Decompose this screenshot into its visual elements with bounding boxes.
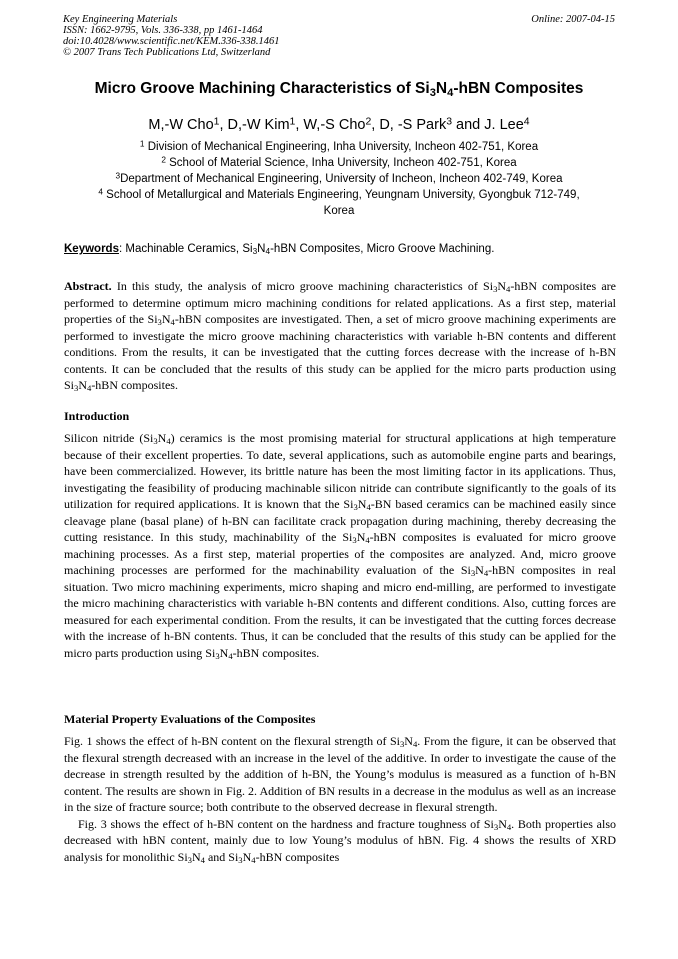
- journal-header: [63, 14, 280, 58]
- affiliations: [60, 139, 618, 219]
- copyright-line: © 2007 Trans Tech Publications Ltd, Switzerland: [63, 47, 271, 58]
- affiliation-1: $^1$ Division of Mechanical Engineering, Inha University, Incheon 402-751, Korea: [139, 139, 539, 153]
- affiliation-4-cont: Korea: [323, 205, 355, 217]
- paper-title: Micro Groove Machining Characteristics of $Si_3N_4$-hBN Composites: [94, 80, 584, 99]
- author: D, -S Park: [379, 117, 447, 133]
- issn-line: ISSN: 1662-9795, Vols. 336-338, pp 1461-1464: [63, 25, 263, 36]
- author: W,-S Cho: [303, 117, 366, 133]
- author: and J. Lee: [456, 117, 524, 133]
- author: D,-W Kim: [227, 117, 290, 133]
- material-body: Fig. 1 shows the effect of h-BN content on the flexural strength of $Si_3N_4$. From the figure, it can be observed that the flexural strength decreased with an increase in the level of the additive. In order to investigate the cause of the decrease in strength resulted by the addition of h-BN, the Young’s modulus is measured as a function of h-BN content. The results are shown in Fig. 2. Addition of BN results in a decrease in the modulus as well as an increase in the size of fracture source; both contribute to the observed decrease in flexural strength. Fig. 3 shows the effect of h-BN content on the hardness and fracture toughness of $Si_3N_4$. Both properties also decreased with hBN content, mainly due to low Young’s modulus of hBN. Fig. 4 shows the results of XRD analysis for monolithic $Si_3N_4$ and $Si_3N_4$-hBN composites: [64, 734, 616, 865]
- online-date: Online: 2007-04-15: [531, 14, 615, 25]
- introduction-heading: Introduction: [64, 409, 130, 423]
- author: M,-W Cho: [148, 117, 214, 133]
- journal-name: Key Engineering Materials: [63, 14, 178, 25]
- abstract: Abstract. In this study, the analysis of micro groove machining characteristics of $Si_3N_4$-hBN composites are performed to determine optimum micro machining conditions for related applications. As a first step, material properties of the $Si_3N_4$-hBN composites are investigated. Then, a set of micro groove machining experiments are performed to investigate the micro groove machining characteristics with variable h-BN contents and different conditions. From the results, it can be investigated that the cutting forces decrease with the increase of h-BN contents. It can be concluded that the results of this study can be applied for the micro parts production using $Si_3N_4$-hBN composites.: [64, 279, 616, 394]
- keywords: Keywords: Machinable Ceramics, $Si_3N_4$-hBN Composites, Micro Groove Machining.: [64, 243, 495, 257]
- affiliation-4: $^4$ School of Metallurgical and Materials Engineering, Yeungnam University, Gyongbuk 712-749,: [98, 187, 580, 201]
- keywords-label: Keywords: [64, 243, 119, 255]
- material-heading: Material Property Evaluations of the Composites: [64, 712, 316, 726]
- doi-line: doi:10.4028/www.scientific.net/KEM.336-338.1461: [63, 36, 280, 47]
- abstract-label: Abstract.: [64, 279, 112, 293]
- affiliation-2: $^2$ School of Material Science, Inha University, Incheon 402-751, Korea: [161, 155, 517, 169]
- author-list: M,-W Cho$^1$, D,-W Kim$^1$, W,-S Cho$^2$, D, -S Park$^3$ and J. Lee$^4$: [148, 116, 530, 133]
- affiliation-3: $^3$Department of Mechanical Engineering, University of Incheon, Incheon 402-749, Korea: [115, 171, 563, 185]
- introduction-body: Silicon nitride $(Si_3N_4)$ ceramics is the most promising material for structural applications at high temperature because of their excellent properties. To date, several applications, such as automobile engine parts and bearings, have been commercialized. However, its brittle nature has been the most limiting factor in its applications. Thus, investigating the feasibility of producing machinable silicon nitride can contribute significantly to the goals of its utilization for required applications. It is known that the $Si_3N_4-BN$ based ceramics can be machined easily since cleavage plane (basal plane) of h-BN can facilitate crack propagation during machining, thereby decreasing the cutting resistance. In this study, machinability of the $Si_3N_4$-hBN composites is evaluated for micro groove machining processes. As a first step, material properties of the composites are analyzed. And, micro groove machining processes are performed for the machinability evaluation of the $Si_3N_4$-hBN composites in real situation. Two micro machining experiments, micro shaping and micro end-milling, are performed to investigate the micro machining characteristics with variable h-BN contents and different conditions. Also, cutting forces are measured for each experimental condition. From the results, it can be investigated that the cutting forces decrease with the increase of h-BN contents. Thus, it can be concluded that the results of this study can be applied for the micro parts production using $Si_3N_4$-hBN composites.: [64, 431, 617, 661]
